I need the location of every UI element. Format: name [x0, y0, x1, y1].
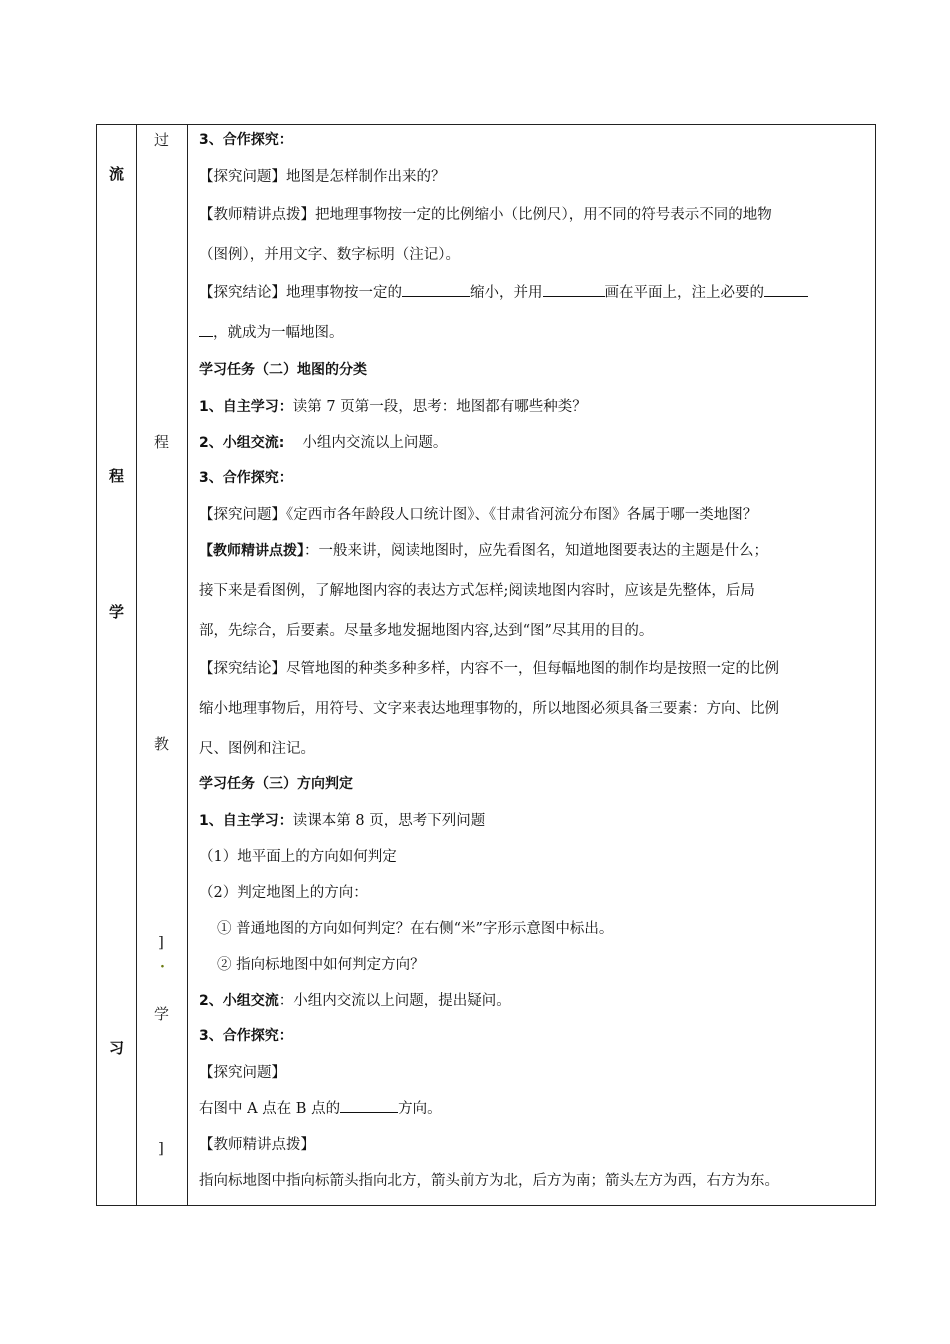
step-label: 【教师精讲点拨】 — [199, 543, 304, 559]
text-line: 【教师精讲点拨】把地理事物按一定的比例缩小（比例尺），用不同的符号表示不同的地物 — [199, 207, 772, 223]
task-heading: 学习任务（二）地图的分类 — [199, 362, 367, 378]
column-divider-2 — [187, 125, 188, 1205]
text-line — [199, 989, 511, 1010]
text-line: 指向标地图中指向标箭头指向北方，箭头前方为北，后方为南；箭头左方为西，右方为东。 — [199, 1173, 779, 1189]
stage-label-xue: 学 — [154, 1005, 170, 1023]
text-line: 【教师精讲点拨】 — [199, 1137, 315, 1153]
column-divider-1 — [136, 125, 137, 1205]
side-label-cheng: 程 — [109, 467, 125, 485]
text-segment: ：一般来讲，阅读地图时，应先看图名，知道地图要表达的主题是什么； — [304, 543, 768, 559]
text-line: ① 普通地图的方向如何判定？在右侧“米”字形示意图中标出。 — [217, 921, 614, 937]
text-segment: 右图中 A 点在 B 点的 — [199, 1101, 341, 1117]
side-label-xi: 习 — [109, 1039, 125, 1057]
text-segment: 方向。 — [398, 1101, 442, 1117]
step-label: 1、自主学习： — [199, 813, 293, 829]
text-segment: ：小组内交流以上问题，提出疑问。 — [278, 993, 511, 1009]
text-line-with-blanks — [199, 1097, 442, 1118]
text-line-with-blanks — [199, 281, 808, 302]
text-line-with-blanks — [199, 321, 344, 342]
step-label: 2、小组交流: — [199, 435, 285, 451]
side-label-xue: 学 — [109, 603, 125, 621]
section-heading: 3、合作探究： — [199, 470, 293, 486]
fill-blank[interactable] — [340, 1098, 398, 1113]
text-line: 【探究结论】尽管地图的种类多种多样，内容不一，但每幅地图的制作均是按照一定的比例 — [199, 661, 779, 677]
bracket-mark: ] — [158, 933, 164, 951]
stage-label-guo: 过 — [154, 131, 170, 149]
text-line — [199, 431, 447, 452]
stage-label-jiao: 教 — [154, 735, 170, 753]
text-segment: 读第 7 页第一段，思考：地图都有哪些种类？ — [292, 399, 587, 415]
text-line: 接下来是看图例，了解地图内容的表达方式怎样;阅读地图内容时，应该是先整体，后局 — [199, 583, 755, 599]
text-line: 【探究问题】《定西市各年龄段人口统计图》、《甘肃省河流分布图》各属于哪一类地图？ — [199, 507, 758, 523]
fill-blank[interactable] — [199, 322, 213, 337]
text-line — [199, 539, 768, 560]
text-line: 【探究问题】 — [199, 1065, 286, 1081]
text-line: （图例），并用文字、数字标明（注记）。 — [199, 247, 460, 263]
text-segment: 【探究结论】地理事物按一定的 — [199, 285, 402, 301]
text-segment: 画在平面上，注上必要的 — [604, 285, 764, 301]
text-line: 缩小地理事物后，用符号、文字来表达地理事物的，所以地图必须具备三要素：方向、比例 — [199, 701, 779, 717]
lesson-table — [96, 124, 876, 1206]
section-heading: 3、合作探究： — [199, 1028, 293, 1044]
fill-blank[interactable] — [764, 282, 808, 297]
text-line: （2）判定地图上的方向： — [199, 885, 368, 901]
dot-mark: · — [160, 959, 165, 975]
text-segment: 缩小，并用 — [470, 285, 543, 301]
text-segment: 读课本第 8 页，思考下列问题 — [292, 813, 486, 829]
side-label-liu: 流 — [109, 165, 125, 183]
text-line — [199, 395, 587, 416]
stage-label-cheng: 程 — [154, 433, 170, 451]
text-line: 部，先综合，后要素。尽量多地发掘地图内容,达到“图”尽其用的目的。 — [199, 623, 654, 639]
text-line: 【探究问题】地图是怎样制作出来的？ — [199, 169, 446, 185]
step-label: 1、自主学习： — [199, 399, 293, 415]
text-segment: 小组内交流以上问题。 — [302, 435, 448, 451]
bracket-mark-2: ] — [158, 1139, 164, 1157]
task-heading: 学习任务（三）方向判定 — [199, 776, 353, 792]
text-line: （1）地平面上的方向如何判定 — [199, 849, 397, 865]
text-line — [199, 809, 485, 830]
fill-blank[interactable] — [402, 282, 470, 297]
fill-blank[interactable] — [543, 282, 605, 297]
text-line: ② 指向标地图中如何判定方向？ — [217, 957, 425, 973]
step-label: 2、小组交流 — [199, 993, 279, 1009]
section-heading: 3、合作探究： — [199, 132, 293, 148]
text-segment: ，就成为一幅地图。 — [213, 325, 344, 341]
text-line: 尺、图例和注记。 — [199, 741, 315, 757]
